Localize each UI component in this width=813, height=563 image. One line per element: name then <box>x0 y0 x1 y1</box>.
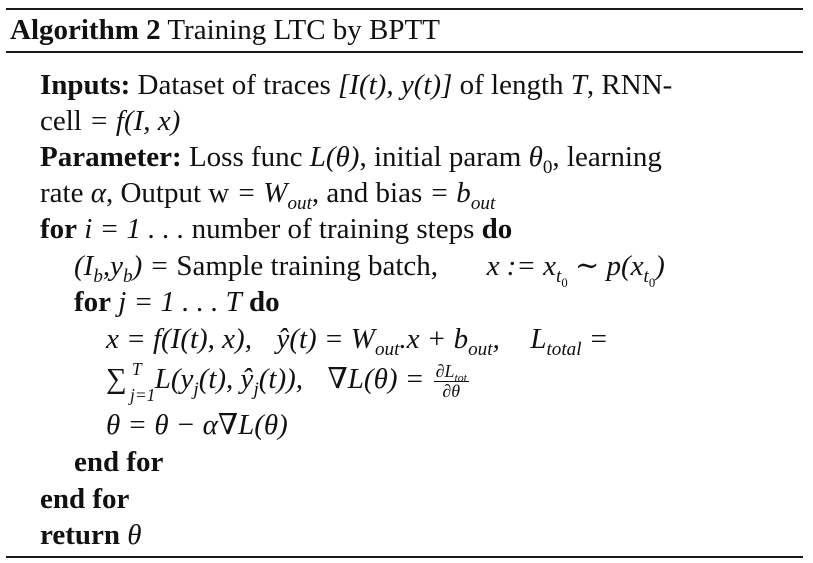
math-sub: b <box>123 265 133 287</box>
math: (I <box>74 250 94 282</box>
math-sub: out <box>374 338 400 360</box>
algo-line-cell <box>40 104 180 138</box>
math: T <box>570 69 587 101</box>
algo-line-update <box>106 408 288 442</box>
sum-lower-limit: j=1 <box>130 385 156 406</box>
text: , RNN- <box>586 69 673 101</box>
math: ∼ p(x <box>567 250 644 282</box>
keyword-for: for <box>74 286 112 318</box>
algo-line-inner-for <box>74 285 280 319</box>
algo-line-forward <box>106 322 802 360</box>
text: , initial param <box>359 141 522 173</box>
math: (t), ŷ <box>198 363 254 396</box>
text: , learning <box>552 141 662 173</box>
text: of length <box>459 69 564 101</box>
math: ) = <box>132 250 170 282</box>
math: ) <box>655 250 665 282</box>
math: [I(t), y(t)] <box>338 69 453 101</box>
math: j = 1 . . . T <box>118 286 242 318</box>
math-sub: t0 <box>643 265 656 290</box>
math: θ <box>127 519 142 551</box>
sum-upper-limit: T <box>132 359 142 380</box>
math: ŷ(t) = W <box>276 323 375 355</box>
algo-line-end-outer <box>40 482 129 516</box>
math-sub: out <box>468 338 493 360</box>
math: x := x <box>486 250 557 282</box>
math: = <box>581 323 609 355</box>
keyword-return: return <box>40 519 121 551</box>
math-sub: out <box>287 192 312 214</box>
text: , Output w <box>105 177 230 209</box>
keyword-do: do <box>481 213 513 245</box>
keyword-inputs: Inputs: <box>40 69 131 101</box>
algo-line-outer-for <box>40 212 512 246</box>
keyword-do: do <box>249 286 280 318</box>
text: number of training steps <box>191 213 475 245</box>
math-sub: j <box>193 378 199 400</box>
math-sub: t0 <box>556 265 568 290</box>
top-rule <box>6 8 803 10</box>
algo-line-loss <box>106 359 471 406</box>
math-sub: b <box>93 265 103 287</box>
algo-line-end-inner <box>74 445 163 479</box>
math: ,y <box>102 250 124 282</box>
math: L <box>530 323 547 355</box>
text: Sample training batch, <box>176 250 439 282</box>
algo-line-rate <box>40 176 496 214</box>
math: θ <box>528 141 543 173</box>
text: Dataset of traces <box>137 69 331 101</box>
math: ∇L(θ) = <box>327 363 425 396</box>
algorithm-title: Training LTC by BPTT <box>167 14 440 46</box>
math: .x + b <box>399 323 469 355</box>
math: x = f(I(t), x), <box>106 323 252 355</box>
text: Loss func <box>188 141 303 173</box>
math: (t)), <box>258 363 304 396</box>
math: , <box>492 323 500 355</box>
caption-rule <box>6 51 803 53</box>
text: , and bias <box>311 177 423 209</box>
algorithm-caption <box>10 13 440 47</box>
math-sub: total <box>546 338 582 360</box>
keyword-parameter: Parameter: <box>40 141 182 173</box>
gradient-fraction: $\frac{\partial L_{tot}}{\partial\theta}$ <box>435 361 467 401</box>
math-sub: 0 <box>542 156 553 178</box>
algo-line-parameter <box>40 140 662 178</box>
algo-line-sample <box>74 249 665 290</box>
math: = W <box>236 177 288 209</box>
algorithm-label: Algorithm 2 <box>10 14 161 46</box>
summation: ∑ T j=1 <box>106 362 127 396</box>
algo-line-return <box>40 518 142 552</box>
keyword-for: for <box>40 213 78 245</box>
text: rate <box>40 177 84 209</box>
math-sub: j <box>253 378 259 400</box>
math: L(y <box>154 363 194 396</box>
math-sub: out <box>470 192 496 214</box>
math: = b <box>429 177 471 209</box>
math: α <box>90 177 106 209</box>
math: = f(I, x) <box>89 105 181 137</box>
bottom-rule <box>6 556 803 558</box>
math: i = 1 . . . <box>84 213 185 245</box>
algo-line-inputs <box>40 68 672 102</box>
keyword-end-for: end for <box>74 446 164 478</box>
math: θ = θ − α∇L(θ) <box>106 409 288 441</box>
text: cell <box>40 105 82 137</box>
math: L(θ) <box>309 141 360 173</box>
keyword-end-for: end for <box>40 483 130 515</box>
